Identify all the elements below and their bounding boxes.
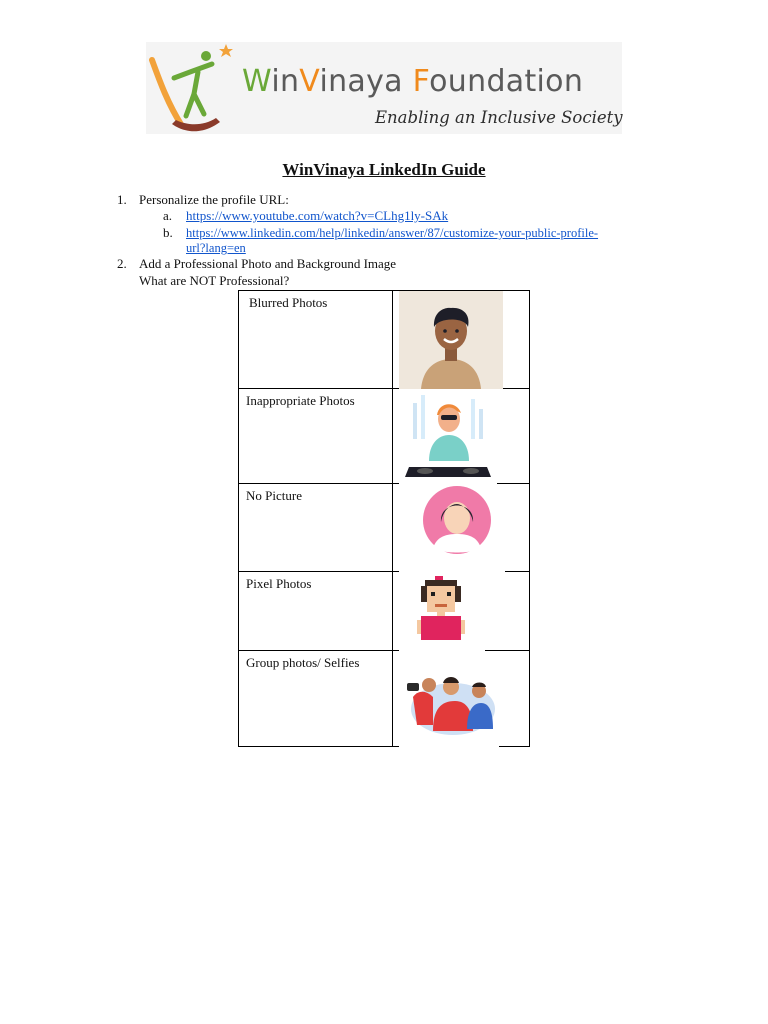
blurred-person-icon <box>399 291 503 389</box>
table-cell-label <box>239 651 393 747</box>
table-row <box>239 291 530 389</box>
table-cell-label <box>239 389 393 484</box>
table-cell-image <box>393 291 530 389</box>
brand-oundation: oundation <box>429 64 584 99</box>
table-cell-label <box>239 572 393 651</box>
default-avatar-icon <box>399 484 505 572</box>
tagline: Enabling an Inclusive Society <box>375 108 623 127</box>
table-cell-image <box>393 572 530 651</box>
list-item-1-text: Personalize the profile URL: <box>139 192 289 207</box>
sub-letter-a: a. <box>163 208 173 223</box>
brand-v: V <box>299 64 320 99</box>
table-cell-label <box>239 484 393 572</box>
table-row <box>239 572 530 651</box>
linkedin-link-line2[interactable]: url?lang=en <box>186 241 246 255</box>
table-row <box>239 484 530 572</box>
row-label-blurred: Blurred Photos <box>249 295 328 310</box>
list-item-2-text: Add a Professional Photo and Background Image <box>139 256 397 271</box>
linkedin-link-line1[interactable]: https://www.linkedin.com/help/linkedin/answer/87/customize-your-public-profile- <box>186 226 599 240</box>
list-item-2-subtext: What are NOT Professional? <box>139 273 290 288</box>
table-cell-image <box>393 389 530 484</box>
group-selfie-icon <box>399 651 499 747</box>
row-label-inappropriate: Inappropriate Photos <box>246 393 355 408</box>
list-number-2: 2. <box>117 256 127 271</box>
brand-name <box>242 64 583 99</box>
table-row <box>239 651 530 747</box>
table-cell-image <box>393 484 530 572</box>
dj-person-icon <box>399 389 497 484</box>
header-banner <box>146 42 622 134</box>
brand-f: F <box>412 64 430 99</box>
sub-letter-b: b. <box>163 225 173 240</box>
brand-w: W <box>242 64 272 99</box>
brand-inaya: inaya <box>319 64 413 99</box>
list-number-1: 1. <box>117 192 127 207</box>
pixel-person-icon <box>399 572 485 651</box>
table-cell-image <box>393 651 530 747</box>
winvinaya-logo-icon <box>146 42 242 134</box>
youtube-link[interactable]: https://www.youtube.com/watch?v=CLhg1ly-SAk <box>186 208 449 223</box>
row-label-group: Group photos/ Selfies <box>246 655 360 670</box>
table-cell-label <box>239 291 393 389</box>
brand-in: in <box>271 64 300 99</box>
page-title: WinVinaya LinkedIn Guide <box>282 160 486 179</box>
row-label-no-picture: No Picture <box>246 488 302 503</box>
table-row <box>239 389 530 484</box>
row-label-pixel: Pixel Photos <box>246 576 312 591</box>
not-professional-table <box>238 290 530 747</box>
